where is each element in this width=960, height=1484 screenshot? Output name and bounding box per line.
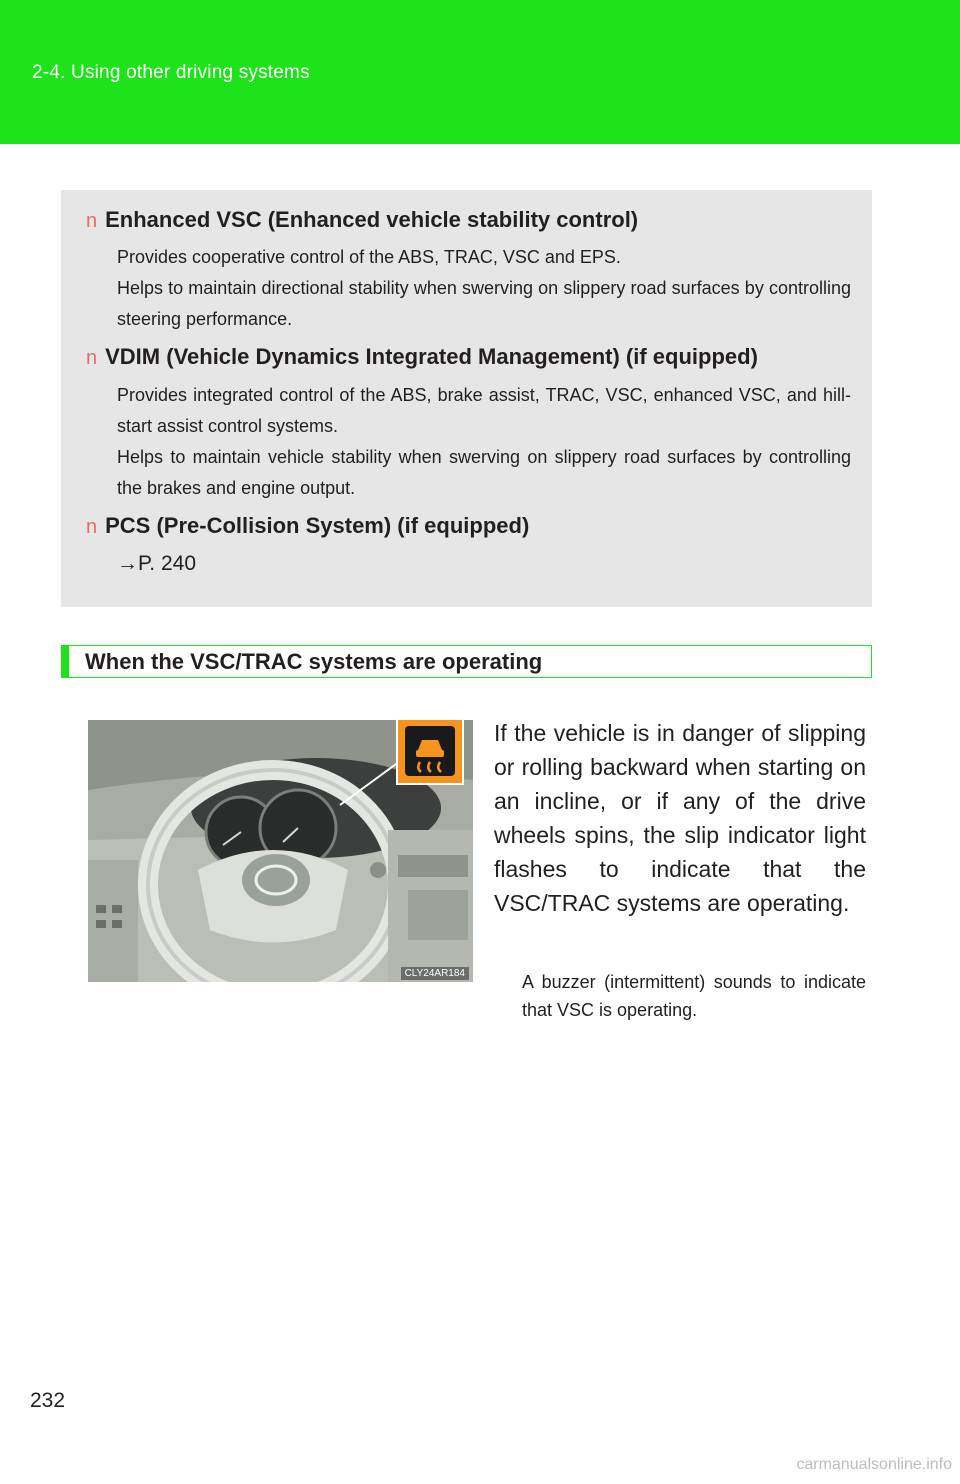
page-reference-link[interactable]: →P. 240 bbox=[117, 552, 197, 575]
item-title bbox=[86, 207, 638, 233]
bullet-icon: n bbox=[86, 210, 98, 232]
chapter-header bbox=[0, 0, 960, 144]
section-heading bbox=[61, 645, 872, 678]
page-number: 232 bbox=[30, 1389, 66, 1412]
info-box bbox=[61, 190, 872, 607]
bullet-icon: n bbox=[86, 516, 98, 538]
item-body bbox=[117, 242, 851, 335]
body-paragraph: Helps to maintain directional stability when swerving on slippery road surfaces by controlling steering performance. bbox=[117, 278, 851, 329]
section-text: If the vehicle is in danger of slipping or rolling backward when starting on an incline, or if any of the drive wheels spins, the slip indicator light flashes to indicate that the VSC/TRAC systems are operating. bbox=[494, 720, 866, 916]
dashboard-illustration bbox=[88, 720, 473, 982]
watermark: carmanualsonline.info bbox=[796, 1456, 952, 1473]
item-title-text: VDIM (Vehicle Dynamics Integrated Management) (if equipped) bbox=[105, 344, 758, 369]
dashboard-photo bbox=[88, 720, 473, 982]
item-body bbox=[117, 548, 851, 579]
item-title-text: Enhanced VSC (Enhanced vehicle stability control) bbox=[105, 207, 639, 232]
body-paragraph: Provides integrated control of the ABS, brake assist, TRAC, VSC, enhanced VSC, and hill-start assist control systems. bbox=[117, 385, 851, 436]
item-body bbox=[117, 380, 851, 504]
section-title: When the VSC/TRAC systems are operating bbox=[85, 649, 543, 674]
item-title bbox=[86, 513, 529, 539]
chapter-title: 2-4. Using other driving systems bbox=[32, 62, 310, 83]
image-code: CLY24AR184 bbox=[401, 967, 469, 980]
bullet-icon: n bbox=[86, 347, 98, 369]
item-title-text: PCS (Pre-Collision System) (if equipped) bbox=[105, 513, 530, 538]
section-accent-bar bbox=[61, 645, 69, 678]
item-title bbox=[86, 344, 758, 370]
body-paragraph: Provides cooperative control of the ABS, TRAC, VSC and EPS. bbox=[117, 247, 621, 267]
section-note: A buzzer (intermittent) sounds to indicate that VSC is operating. bbox=[522, 972, 866, 1020]
body-paragraph: Helps to maintain vehicle stability when swerving on slippery road surfaces by controlling the brakes and engine output. bbox=[117, 447, 851, 498]
